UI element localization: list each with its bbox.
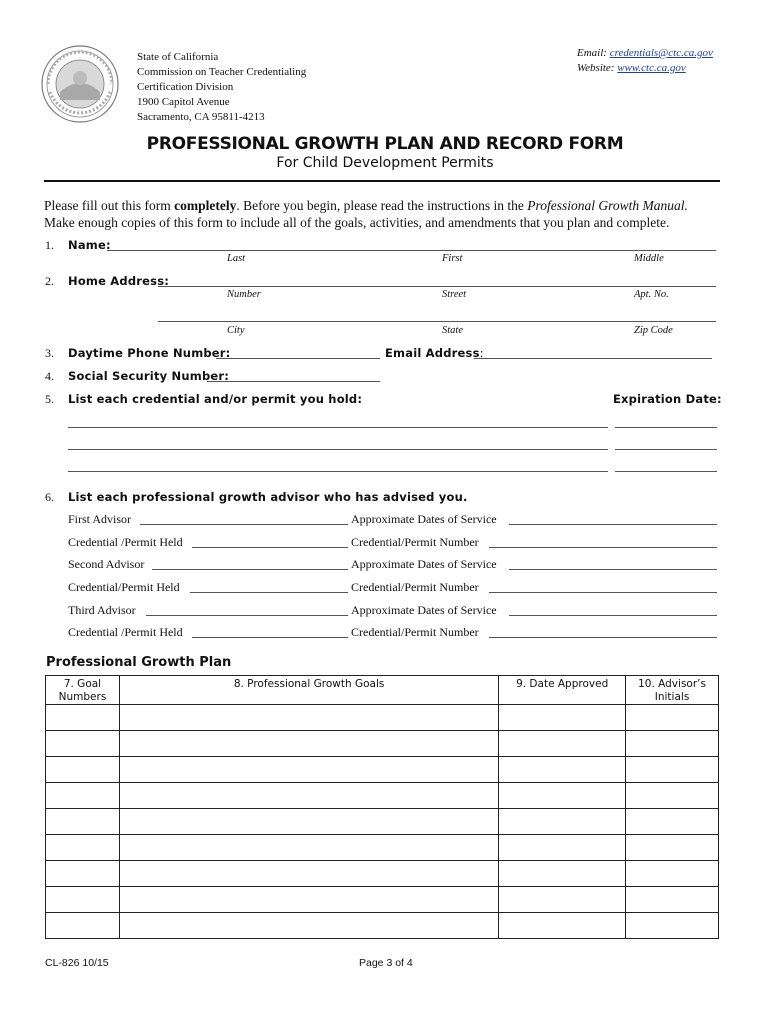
form-subtitle: For Child Development Permits — [276, 155, 494, 171]
goal-cell[interactable] — [119, 861, 498, 887]
address-sub-state: State — [442, 325, 463, 336]
initials-cell[interactable] — [626, 757, 719, 783]
credential-number-label: Credential/Permit Number — [351, 580, 479, 594]
goal-cell[interactable] — [119, 835, 498, 861]
table-row — [46, 809, 719, 835]
first-advisor-dates-input[interactable] — [509, 524, 717, 525]
date-cell[interactable] — [499, 705, 626, 731]
goal-number-cell[interactable] — [46, 783, 120, 809]
initials-cell[interactable] — [626, 731, 719, 757]
name-label: Name: — [68, 238, 111, 252]
credential-held-label: Credential /Permit Held — [68, 625, 183, 639]
first-advisor-input[interactable] — [140, 524, 348, 525]
third-advisor-input[interactable] — [146, 615, 348, 616]
expiration-input[interactable] — [615, 449, 717, 450]
date-cell[interactable] — [499, 731, 626, 757]
second-advisor-dates-input[interactable] — [509, 569, 717, 570]
table-row — [46, 757, 719, 783]
goal-cell[interactable] — [119, 757, 498, 783]
agency-line: 1900 Capitol Avenue — [137, 96, 230, 108]
goal-numbers-header: 7. Goal Numbers — [46, 676, 120, 705]
table-row — [46, 913, 719, 939]
credential-input[interactable] — [68, 427, 608, 428]
name-sub-middle: Middle — [634, 253, 664, 264]
item-number: 6. — [45, 490, 54, 504]
ssn-label: Social Security Number: — [68, 369, 230, 383]
home-address-label: Home Address: — [68, 274, 170, 288]
table-row — [46, 835, 719, 861]
item-number: 2. — [45, 274, 54, 288]
agency-line: Sacramento, CA 95811-4213 — [137, 111, 265, 123]
email-address-colon: : — [479, 346, 484, 360]
dates-of-service-label: Approximate Dates of Service — [351, 557, 497, 571]
item-number: 3. — [45, 346, 54, 360]
address-sub-street: Street — [442, 289, 467, 300]
table-row — [46, 861, 719, 887]
intro-part: . Before you begin, please read the instructions in the — [236, 198, 528, 213]
state-seal-logo — [40, 44, 120, 124]
second-advisor-credential-input[interactable] — [190, 592, 348, 593]
credential-input[interactable] — [68, 449, 608, 450]
agency-line: Commission on Teacher Credentialing — [137, 66, 307, 78]
date-cell[interactable] — [499, 835, 626, 861]
growth-goals-header: 8. Professional Growth Goals — [119, 676, 498, 705]
advisor-initials-header: 10. Advisor’s Initials — [626, 676, 719, 705]
date-cell[interactable] — [499, 757, 626, 783]
phone-label: Daytime Phone Number: — [68, 346, 231, 360]
expiration-date-label: Expiration Date: — [613, 392, 722, 406]
table-row — [46, 783, 719, 809]
date-approved-header: 9. Date Approved — [499, 676, 626, 705]
email-input[interactable] — [474, 358, 712, 359]
goal-number-cell[interactable] — [46, 731, 120, 757]
address-sub-number: Number — [227, 289, 261, 300]
goal-number-cell[interactable] — [46, 809, 120, 835]
agency-address — [137, 50, 306, 125]
intro-line2: Make enough copies of this form to include all of the goals, activities, and amendments that you plan and complete. — [44, 215, 670, 230]
credential-input[interactable] — [68, 471, 608, 472]
date-cell[interactable] — [499, 809, 626, 835]
third-advisor-dates-input[interactable] — [509, 615, 717, 616]
address-sub-zip: Zip Code — [634, 325, 673, 336]
intro-part: Please fill out this form — [44, 198, 175, 213]
goal-cell[interactable] — [119, 705, 498, 731]
third-advisor-label: Third Advisor — [68, 603, 136, 617]
goal-number-cell[interactable] — [46, 913, 120, 939]
credential-number-label: Credential/Permit Number — [351, 535, 479, 549]
goal-cell[interactable] — [119, 887, 498, 913]
initials-cell[interactable] — [626, 783, 719, 809]
dates-of-service-label: Approximate Dates of Service — [351, 512, 497, 526]
manual-title: Professional Growth Manual. — [527, 198, 688, 213]
goal-number-cell[interactable] — [46, 887, 120, 913]
expiration-input[interactable] — [615, 427, 717, 428]
address-line1-input[interactable] — [158, 286, 716, 287]
title-divider — [44, 180, 720, 182]
agency-line: State of California — [137, 51, 219, 63]
goal-cell[interactable] — [119, 731, 498, 757]
address-sub-city: City — [227, 325, 245, 336]
name-sub-last: Last — [227, 253, 246, 264]
date-cell[interactable] — [499, 887, 626, 913]
email-address-label — [385, 346, 484, 360]
initials-cell[interactable] — [626, 705, 719, 731]
address-sub-apt: Apt. No. — [634, 289, 669, 300]
form-title: PROFESSIONAL GROWTH PLAN AND RECORD FORM — [146, 134, 624, 154]
expiration-input[interactable] — [615, 471, 717, 472]
date-cell[interactable] — [499, 783, 626, 809]
form-id: CL-826 10/15 — [45, 957, 109, 969]
credential-list-label: List each credential and/or permit you hold: — [68, 392, 363, 406]
email-address-text: Email Address — [385, 346, 480, 360]
growth-plan-table — [45, 675, 719, 939]
first-advisor-credential-number-input[interactable] — [489, 547, 717, 548]
credential-held-label: Credential /Permit Held — [68, 535, 183, 549]
goal-cell[interactable] — [119, 913, 498, 939]
website-link[interactable]: www.ctc.ca.gov — [617, 62, 686, 74]
initials-cell[interactable] — [626, 809, 719, 835]
goal-number-cell[interactable] — [46, 835, 120, 861]
website-label: Website: — [577, 62, 615, 74]
first-advisor-label: First Advisor — [68, 512, 132, 526]
first-advisor-credential-input[interactable] — [192, 547, 348, 548]
table-row — [46, 705, 719, 731]
third-advisor-credential-number-input[interactable] — [489, 637, 717, 638]
initials-cell[interactable] — [626, 861, 719, 887]
second-advisor-label: Second Advisor — [68, 557, 145, 571]
ssn-input[interactable] — [207, 381, 380, 382]
second-advisor-input[interactable] — [152, 569, 348, 570]
page-number: Page 3 of 4 — [359, 957, 413, 969]
email-link[interactable]: credentials@ctc.ca.gov — [609, 47, 713, 59]
credential-number-label: Credential/Permit Number — [351, 625, 479, 639]
table-header-row — [46, 676, 719, 705]
goal-cell[interactable] — [119, 783, 498, 809]
intro-bold: completely — [174, 198, 237, 213]
agency-line: Certification Division — [137, 81, 234, 93]
third-advisor-credential-input[interactable] — [192, 637, 348, 638]
item-number: 1. — [45, 238, 54, 252]
initials-cell[interactable] — [626, 835, 719, 861]
item-number: 4. — [45, 369, 54, 383]
goal-cell[interactable] — [119, 809, 498, 835]
item-number: 5. — [45, 392, 54, 406]
goal-number-cell[interactable] — [46, 861, 120, 887]
contact-info — [577, 46, 713, 76]
address-line2-input[interactable] — [158, 321, 716, 322]
goal-number-cell[interactable] — [46, 757, 120, 783]
dates-of-service-label: Approximate Dates of Service — [351, 603, 497, 617]
name-sub-first: First — [442, 253, 463, 264]
credential-held-label: Credential/Permit Held — [68, 580, 180, 594]
growth-plan-title: Professional Growth Plan — [46, 655, 232, 670]
table-row — [46, 731, 719, 757]
name-input[interactable] — [107, 250, 716, 251]
date-cell[interactable] — [499, 913, 626, 939]
second-advisor-credential-number-input[interactable] — [489, 592, 717, 593]
intro-text — [44, 197, 734, 231]
initials-cell[interactable] — [626, 913, 719, 939]
email-label: Email: — [577, 47, 607, 59]
table-row — [46, 887, 719, 913]
phone-input[interactable] — [216, 358, 380, 359]
date-cell[interactable] — [499, 861, 626, 887]
goal-number-cell[interactable] — [46, 705, 120, 731]
initials-cell[interactable] — [626, 887, 719, 913]
advisor-list-label: List each professional growth advisor who has advised you. — [68, 490, 468, 504]
